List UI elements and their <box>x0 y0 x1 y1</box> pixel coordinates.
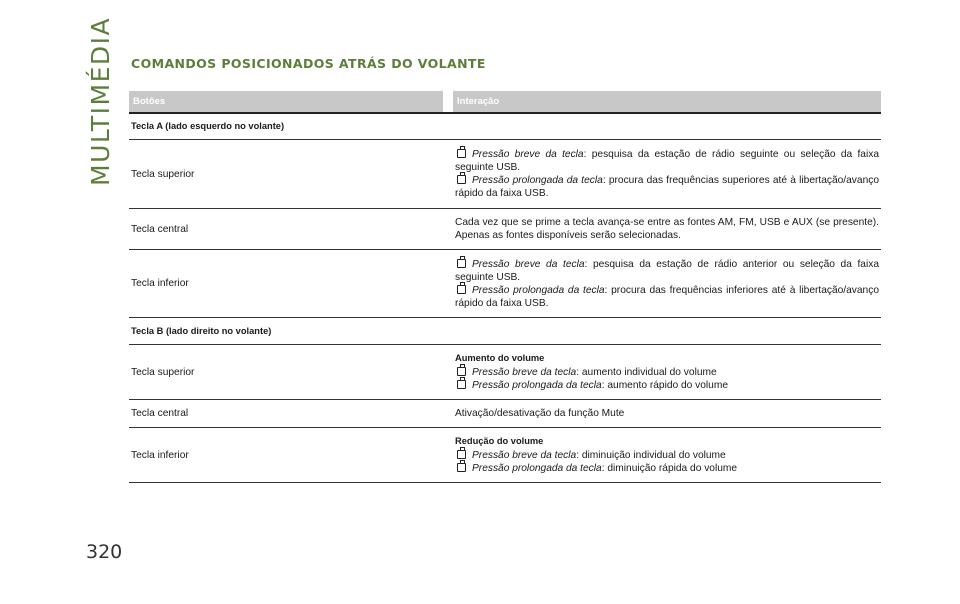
button-press-icon <box>457 450 466 459</box>
row-description <box>455 345 881 399</box>
button-press-icon <box>457 149 466 158</box>
section-side-label: MULTIMÉDIA <box>86 16 115 186</box>
header-buttons: Botões <box>129 91 443 112</box>
short-press-entry <box>455 366 879 379</box>
row-label: Tecla inferior <box>131 449 189 461</box>
long-press-entry <box>455 284 879 310</box>
button-press-icon <box>457 175 466 184</box>
short-press-term: Pressão breve da tecla <box>472 149 584 160</box>
short-press-desc: : aumento individual do volume <box>576 367 717 378</box>
row-heading: Redução do volume <box>455 436 544 446</box>
short-press-entry <box>455 148 879 174</box>
long-press-desc: : procura das frequências inferiores até à libertação/avanço rápido da faixa USB. <box>455 284 879 309</box>
button-press-icon <box>457 380 466 389</box>
short-press-entry <box>455 258 879 284</box>
row-description <box>455 140 881 208</box>
page-number: 320 <box>86 541 123 563</box>
button-press-icon <box>457 259 466 268</box>
long-press-entry <box>455 379 879 392</box>
table-row <box>129 400 881 428</box>
row-description <box>455 400 881 427</box>
short-press-desc: : pesquisa da estação de rádio anterior ou seleção da faixa seguinte USB. <box>455 258 879 283</box>
table-row <box>129 250 881 318</box>
table-header <box>129 91 881 112</box>
table-row <box>129 140 881 209</box>
group-a-title: Tecla A (lado esquerdo no volante) <box>129 114 881 140</box>
header-interaction: Interação <box>453 91 881 112</box>
center-desc: Cada vez que se prime a tecla avança-se entre as fontes AM, FM, USB e AUX (se presente). Apenas as fontes disponíveis serão selecionadas. <box>455 217 879 241</box>
long-press-desc: : aumento rápido do volume <box>601 380 728 391</box>
row-heading: Aumento do volume <box>455 353 545 363</box>
long-press-term: Pressão prolongada da tecla <box>472 284 605 296</box>
row-label: Tecla central <box>131 408 189 419</box>
button-press-icon <box>457 367 466 376</box>
row-description <box>455 209 881 249</box>
group-b-title: Tecla B (lado direito no volante) <box>129 318 881 345</box>
button-press-icon <box>457 463 466 472</box>
short-press-term: Pressão breve da tecla <box>472 258 585 270</box>
long-press-desc: : diminuição rápida do volume <box>601 463 738 474</box>
controls-table <box>129 91 881 483</box>
long-press-desc: : procura das frequências superiores até à libertação/avanço rápido da faixa USB. <box>455 175 879 199</box>
short-press-term: Pressão breve da tecla <box>472 367 577 378</box>
long-press-entry <box>455 462 879 475</box>
row-label: Tecla superior <box>131 366 195 378</box>
row-description <box>455 428 881 482</box>
short-press-desc: : diminuição individual do volume <box>576 450 726 461</box>
center-desc: Ativação/desativação da função Mute <box>455 408 625 419</box>
long-press-term: Pressão prolongada da tecla <box>472 463 602 474</box>
row-label: Tecla superior <box>131 168 195 180</box>
button-press-icon <box>457 285 466 294</box>
table-row <box>129 209 881 250</box>
row-label: Tecla central <box>131 223 189 235</box>
short-press-entry <box>455 449 879 462</box>
long-press-term: Pressão prolongada da tecla <box>472 175 603 186</box>
short-press-desc: : pesquisa da estação de rádio seguinte ou seleção da faixa seguinte USB. <box>455 149 879 173</box>
table-row <box>129 428 881 483</box>
short-press-term: Pressão breve da tecla <box>472 450 577 461</box>
row-label: Tecla inferior <box>131 278 189 289</box>
long-press-term: Pressão prolongada da tecla <box>472 380 602 391</box>
section-title: COMANDOS POSICIONADOS ATRÁS DO VOLANTE <box>131 56 486 71</box>
table-row <box>129 345 881 400</box>
row-description <box>455 250 881 317</box>
long-press-entry <box>455 174 879 200</box>
